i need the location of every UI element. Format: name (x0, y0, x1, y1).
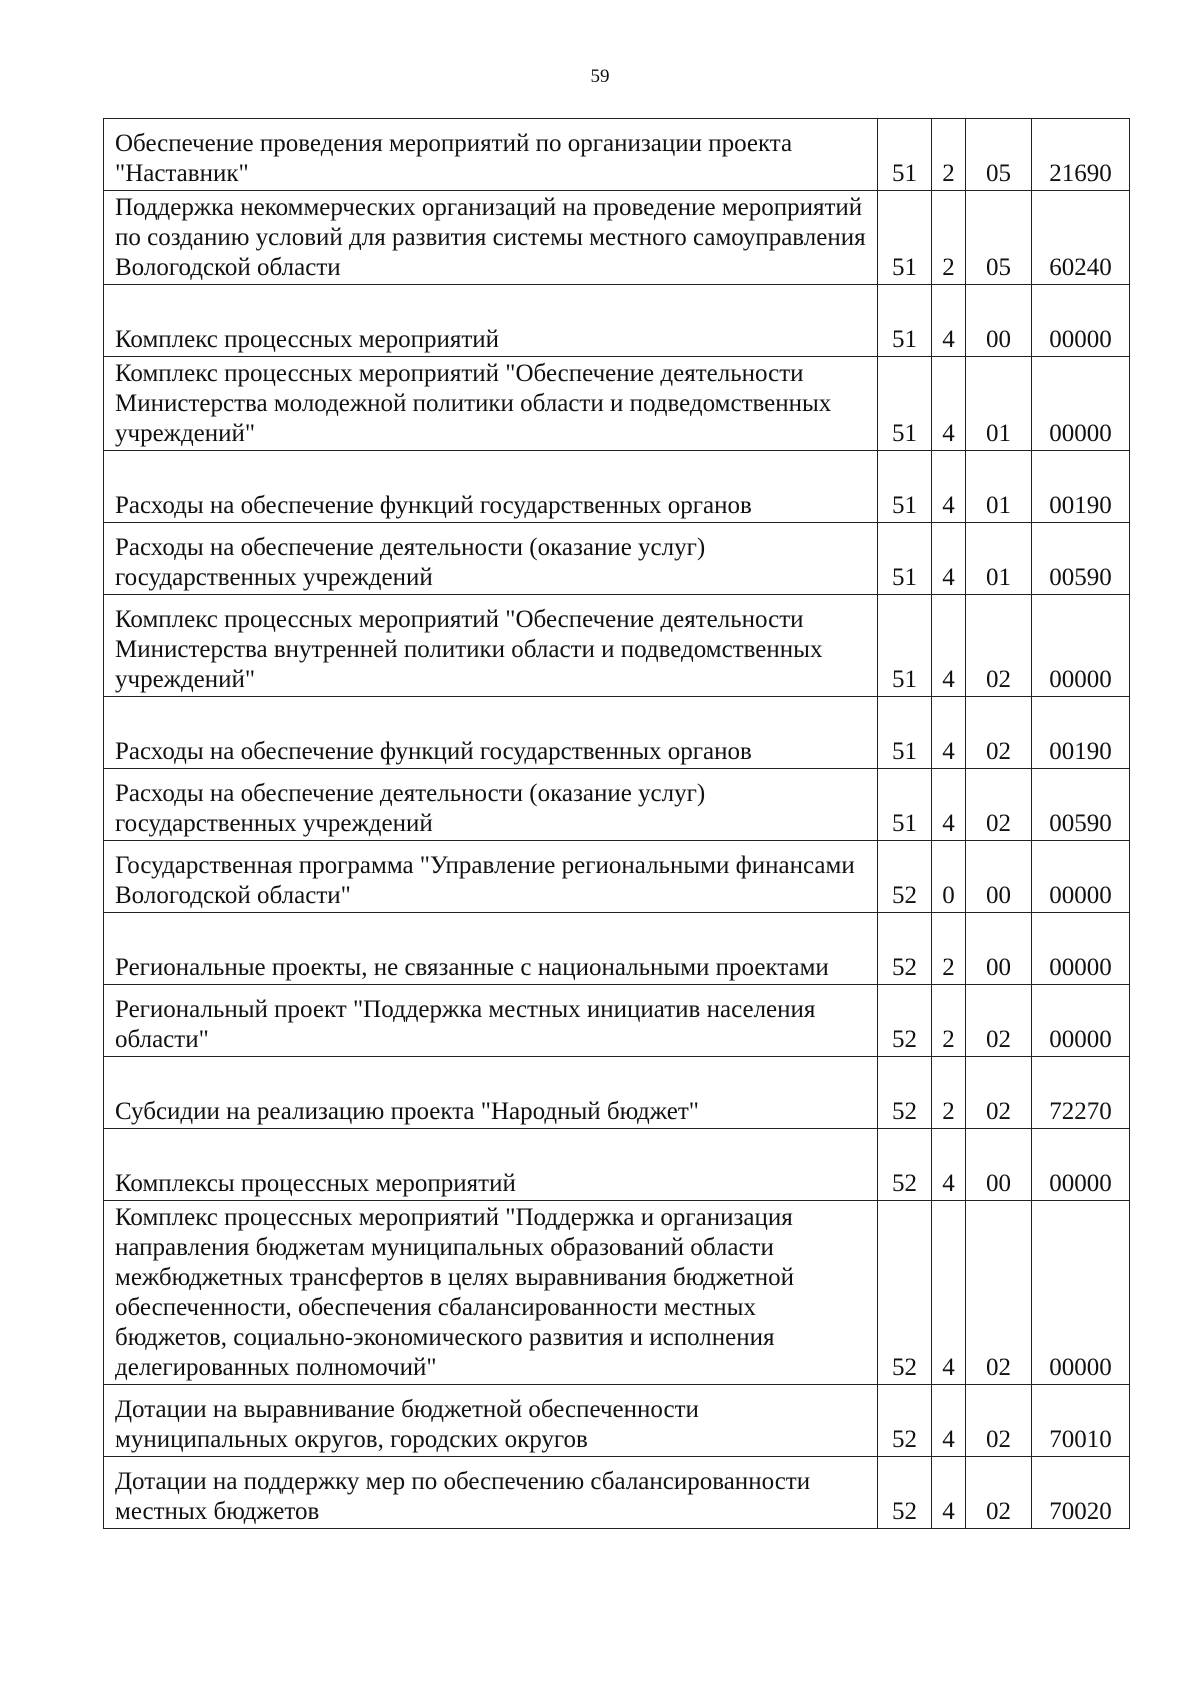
direction-code: 21690 (1032, 119, 1130, 191)
table-body (104, 119, 1130, 1529)
program-code: 51 (878, 523, 932, 595)
table-row (104, 697, 1130, 769)
program-code: 51 (878, 697, 932, 769)
program-code: 51 (878, 285, 932, 357)
direction-code: 00190 (1032, 451, 1130, 523)
table-row (104, 1385, 1130, 1457)
type-code: 4 (932, 697, 966, 769)
program-code: 52 (878, 1385, 932, 1457)
direction-code: 00590 (1032, 769, 1130, 841)
direction-code: 00000 (1032, 1129, 1130, 1201)
program-code: 51 (878, 595, 932, 697)
row-name: Комплексы процессных мероприятий (104, 1129, 878, 1201)
program-code: 51 (878, 119, 932, 191)
type-code: 2 (932, 191, 966, 285)
budget-classification-table (103, 118, 1130, 1529)
program-code: 52 (878, 1457, 932, 1529)
direction-code: 72270 (1032, 1057, 1130, 1129)
row-name: Комплекс процессных мероприятий "Поддержка и организация направления бюджетам муниципальных образований области межбюджетных трансфертов в целях выравнивания бюджетной обеспеченности, обеспечения сбалансированности местных бюджетов, социально-экономического развития и исполнения делегированных полномочий" (104, 1201, 878, 1385)
subprogram-code: 00 (966, 841, 1032, 913)
type-code: 4 (932, 451, 966, 523)
table-row (104, 1201, 1130, 1385)
subprogram-code: 00 (966, 913, 1032, 985)
type-code: 4 (932, 769, 966, 841)
row-name: Комплекс процессных мероприятий "Обеспечение деятельности Министерства внутренней политики области и подведомственных учреждений" (104, 595, 878, 697)
type-code: 2 (932, 913, 966, 985)
table-row (104, 985, 1130, 1057)
row-name: Комплекс процессных мероприятий "Обеспечение деятельности Министерства молодежной политики области и подведомственных учреждений" (104, 357, 878, 451)
table-row (104, 841, 1130, 913)
subprogram-code: 00 (966, 1129, 1032, 1201)
direction-code: 00000 (1032, 985, 1130, 1057)
type-code: 2 (932, 1057, 966, 1129)
subprogram-code: 05 (966, 119, 1032, 191)
type-code: 4 (932, 1201, 966, 1385)
type-code: 4 (932, 1385, 966, 1457)
table-row (104, 191, 1130, 285)
subprogram-code: 02 (966, 769, 1032, 841)
subprogram-code: 02 (966, 1457, 1032, 1529)
direction-code: 00190 (1032, 697, 1130, 769)
table-row (104, 523, 1130, 595)
direction-code: 00590 (1032, 523, 1130, 595)
table-row (104, 1057, 1130, 1129)
row-name: Расходы на обеспечение функций государственных органов (104, 697, 878, 769)
type-code: 0 (932, 841, 966, 913)
table-row (104, 451, 1130, 523)
row-name: Комплекс процессных мероприятий (104, 285, 878, 357)
direction-code: 00000 (1032, 913, 1130, 985)
table-row (104, 1457, 1130, 1529)
subprogram-code: 01 (966, 357, 1032, 451)
row-name: Поддержка некоммерческих организаций на проведение мероприятий по созданию условий для развития системы местного самоуправления Вологодской области (104, 191, 878, 285)
direction-code: 70020 (1032, 1457, 1130, 1529)
program-code: 52 (878, 985, 932, 1057)
table-row (104, 913, 1130, 985)
program-code: 51 (878, 769, 932, 841)
type-code: 4 (932, 1457, 966, 1529)
table-row (104, 285, 1130, 357)
row-name: Региональный проект "Поддержка местных инициатив населения области" (104, 985, 878, 1057)
direction-code: 00000 (1032, 357, 1130, 451)
row-name: Обеспечение проведения мероприятий по организации проекта "Наставник" (104, 119, 878, 191)
subprogram-code: 02 (966, 1385, 1032, 1457)
row-name: Региональные проекты, не связанные с национальными проектами (104, 913, 878, 985)
type-code: 4 (932, 1129, 966, 1201)
type-code: 4 (932, 595, 966, 697)
table-row (104, 1129, 1130, 1201)
type-code: 4 (932, 357, 966, 451)
program-code: 52 (878, 1201, 932, 1385)
program-code: 52 (878, 1057, 932, 1129)
subprogram-code: 01 (966, 523, 1032, 595)
direction-code: 00000 (1032, 285, 1130, 357)
subprogram-code: 00 (966, 285, 1032, 357)
row-name: Расходы на обеспечение деятельности (оказание услуг) государственных учреждений (104, 523, 878, 595)
table-row (104, 119, 1130, 191)
subprogram-code: 02 (966, 595, 1032, 697)
row-name: Субсидии на реализацию проекта "Народный бюджет" (104, 1057, 878, 1129)
row-name: Дотации на выравнивание бюджетной обеспеченности муниципальных округов, городских округов (104, 1385, 878, 1457)
direction-code: 00000 (1032, 841, 1130, 913)
type-code: 2 (932, 119, 966, 191)
row-name: Дотации на поддержку мер по обеспечению сбалансированности местных бюджетов (104, 1457, 878, 1529)
type-code: 4 (932, 285, 966, 357)
program-code: 51 (878, 357, 932, 451)
type-code: 4 (932, 523, 966, 595)
program-code: 52 (878, 1129, 932, 1201)
subprogram-code: 05 (966, 191, 1032, 285)
table-row (104, 357, 1130, 451)
subprogram-code: 02 (966, 1057, 1032, 1129)
direction-code: 00000 (1032, 1201, 1130, 1385)
program-code: 52 (878, 841, 932, 913)
direction-code: 00000 (1032, 595, 1130, 697)
subprogram-code: 02 (966, 697, 1032, 769)
subprogram-code: 02 (966, 1201, 1032, 1385)
row-name: Расходы на обеспечение функций государственных органов (104, 451, 878, 523)
page-number: 59 (590, 66, 610, 87)
row-name: Расходы на обеспечение деятельности (оказание услуг) государственных учреждений (104, 769, 878, 841)
subprogram-code: 02 (966, 985, 1032, 1057)
program-code: 52 (878, 913, 932, 985)
subprogram-code: 01 (966, 451, 1032, 523)
program-code: 51 (878, 191, 932, 285)
program-code: 51 (878, 451, 932, 523)
table-row (104, 595, 1130, 697)
direction-code: 60240 (1032, 191, 1130, 285)
type-code: 2 (932, 985, 966, 1057)
direction-code: 70010 (1032, 1385, 1130, 1457)
table-row (104, 769, 1130, 841)
row-name: Государственная программа "Управление региональными финансами Вологодской области" (104, 841, 878, 913)
